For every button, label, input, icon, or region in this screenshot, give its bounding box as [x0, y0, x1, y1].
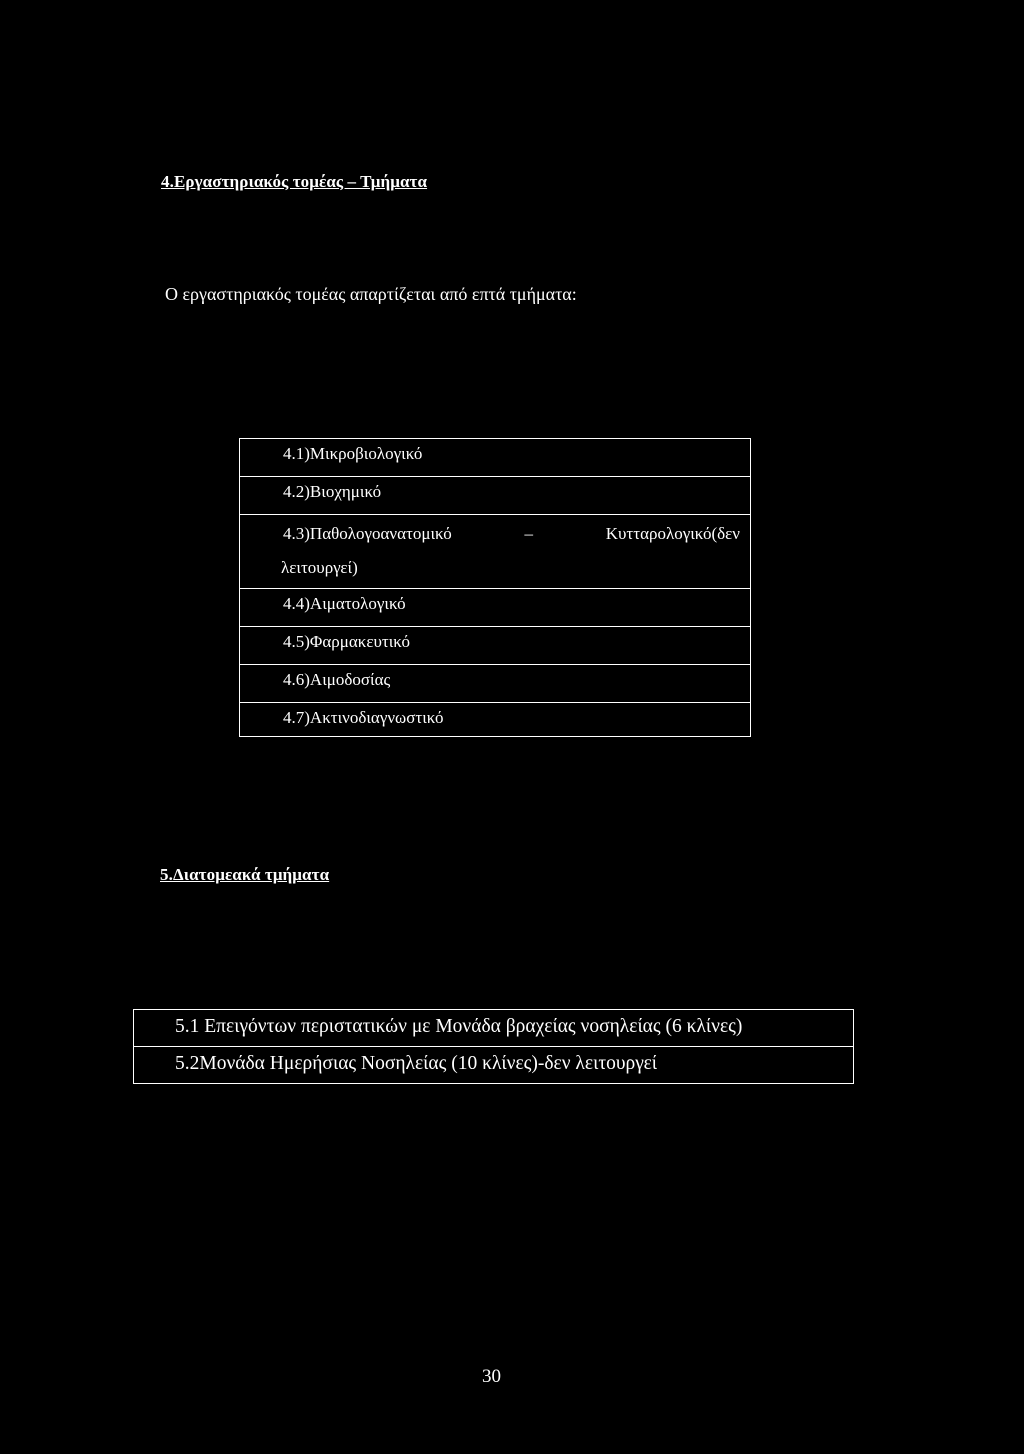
department-row — [134, 1047, 853, 1084]
department-row — [240, 589, 750, 627]
department-label-line-1 — [283, 517, 750, 551]
cross-sector-departments-table — [133, 1009, 854, 1084]
department-label-line-2: λειτουργεί) — [281, 558, 358, 577]
department-label: 4.2)Βιοχημικό — [283, 482, 382, 501]
department-label-dash: – — [524, 524, 533, 543]
department-label: 5.1 Επειγόντων περιστατικών με Μονάδα βραχείας νοσηλείας (6 κλίνες) — [175, 1016, 743, 1037]
section-5-heading: 5.Διατομεακά τμήματα — [160, 865, 330, 884]
department-row — [240, 477, 750, 515]
laboratory-departments-table — [239, 438, 751, 737]
department-row — [240, 627, 750, 665]
department-label-part: 4.3)Παθολογοανατομικό — [283, 524, 452, 543]
department-label: 4.4)Αιματολογικό — [283, 594, 406, 613]
department-label: 4.1)Μικροβιολογικό — [283, 444, 423, 463]
department-label: 4.7)Ακτινοδιαγνωστικό — [283, 708, 444, 727]
page-number: 30 — [482, 1366, 501, 1387]
department-row — [240, 665, 750, 703]
section-4-intro: Ο εργαστηριακός τομέας απαρτίζεται από επτά τμήματα: — [165, 284, 577, 304]
department-row — [240, 515, 750, 589]
section-4-heading: 4.Εργαστηριακός τομέας – Τμήματα — [161, 172, 428, 191]
department-row — [134, 1010, 853, 1047]
department-row — [240, 439, 750, 477]
department-label: 4.5)Φαρμακευτικό — [283, 632, 410, 651]
department-row — [240, 703, 750, 741]
department-label: 5.2Μονάδα Ημερήσιας Νοσηλείας (10 κλίνες)-δεν λειτουργεί — [175, 1053, 658, 1074]
department-label-part: Κυτταρολογικό(δεν — [605, 524, 740, 543]
department-label: 4.6)Αιμοδοσίας — [283, 670, 391, 689]
